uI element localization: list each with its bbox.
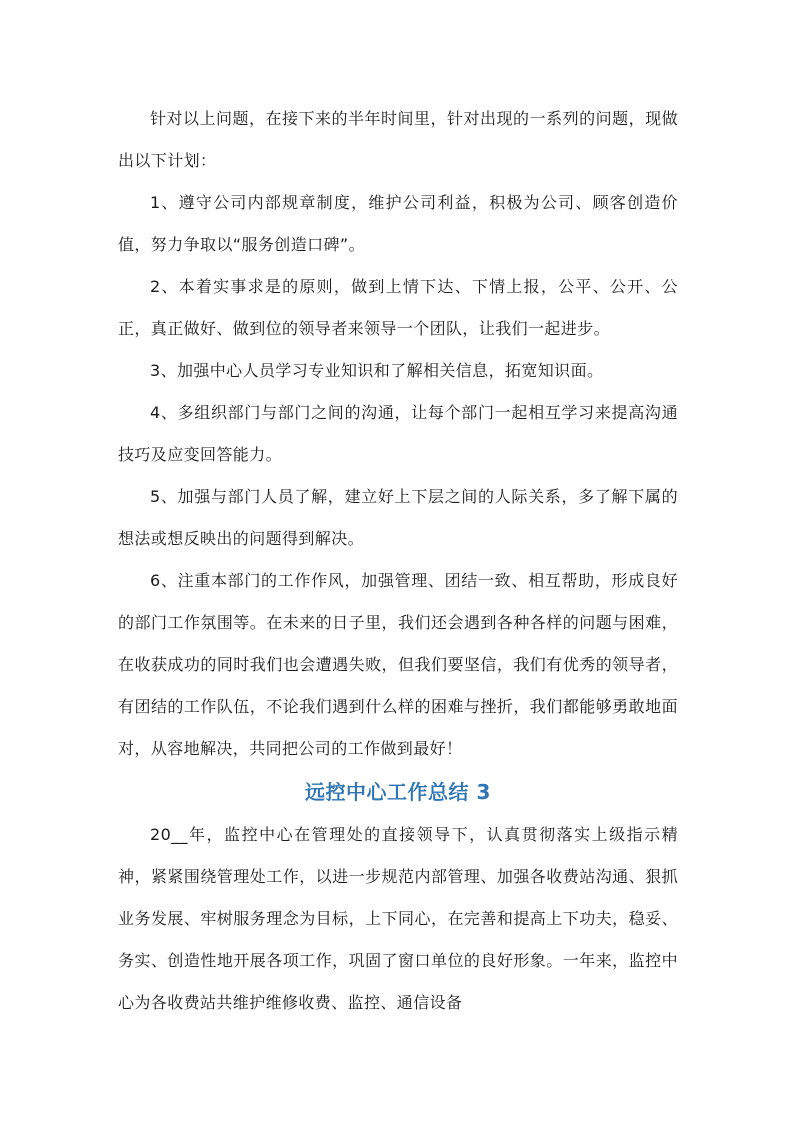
section-title: 远控中心工作总结 3 [305,780,491,804]
paragraph-plan-2: 2、本着实事求是的原则，做到上情下达、下情上报，公平、公开、公正，真正做好、做到位的领导者来领导一个团队，让我们一起进步。 [118,277,678,338]
paragraph-plan-1: 1、遵守公司内部规章制度，维护公司利益，积极为公司、顾客创造价值，努力争取以“服务创造口碑”。 [118,193,678,254]
paragraph-intro: 针对以上问题，在接下来的半年时间里，针对出现的一系列的问题，现做出以下计划： [118,109,678,170]
document-body [118,98,678,1024]
paragraph-plan-3: 3、加强中心人员学习专业知识和了解相关信息，拓宽知识面。 [150,361,604,380]
paragraph-plan-6: 6、注重本部门的工作作风，加强管理、团结一致、相互帮助，形成良好的部门工作氛围等。在未来的日子里，我们还会遇到各种各样的问题与困难，在收获成功的同时我们也会遭遇失败，但我们要坚信，我们有优秀的领导者，有团结的工作队伍，不论我们遇到什么样的困难与挫折，我们都能够勇敢地面对，从容地解决，共同把公司的工作做到最好！ [118,571,678,758]
paragraph-plan-5: 5、加强与部门人员了解，建立好上下层之间的人际关系，多了解下属的想法或想反映出的问题得到解决。 [118,487,678,548]
paragraph-summary: 20__年，监控中心在管理处的直接领导下，认真贯彻落实上级指示精神，紧紧围绕管理处工作，以进一步规范内部管理、加强各收费站沟通、狠抓业务发展、牢树服务理念为目标，上下同心，在完善和提高上下功夫，稳妥、务实、创造性地开展各项工作，巩固了窗口单位的良好形象。一年来，监控中心为各收费站共维护维修收费、监控、通信设备 [118,825,678,1012]
paragraph-plan-4: 4、多组织部门与部门之间的沟通，让每个部门一起相互学习来提高沟通技巧及应变回答能力。 [118,403,678,464]
